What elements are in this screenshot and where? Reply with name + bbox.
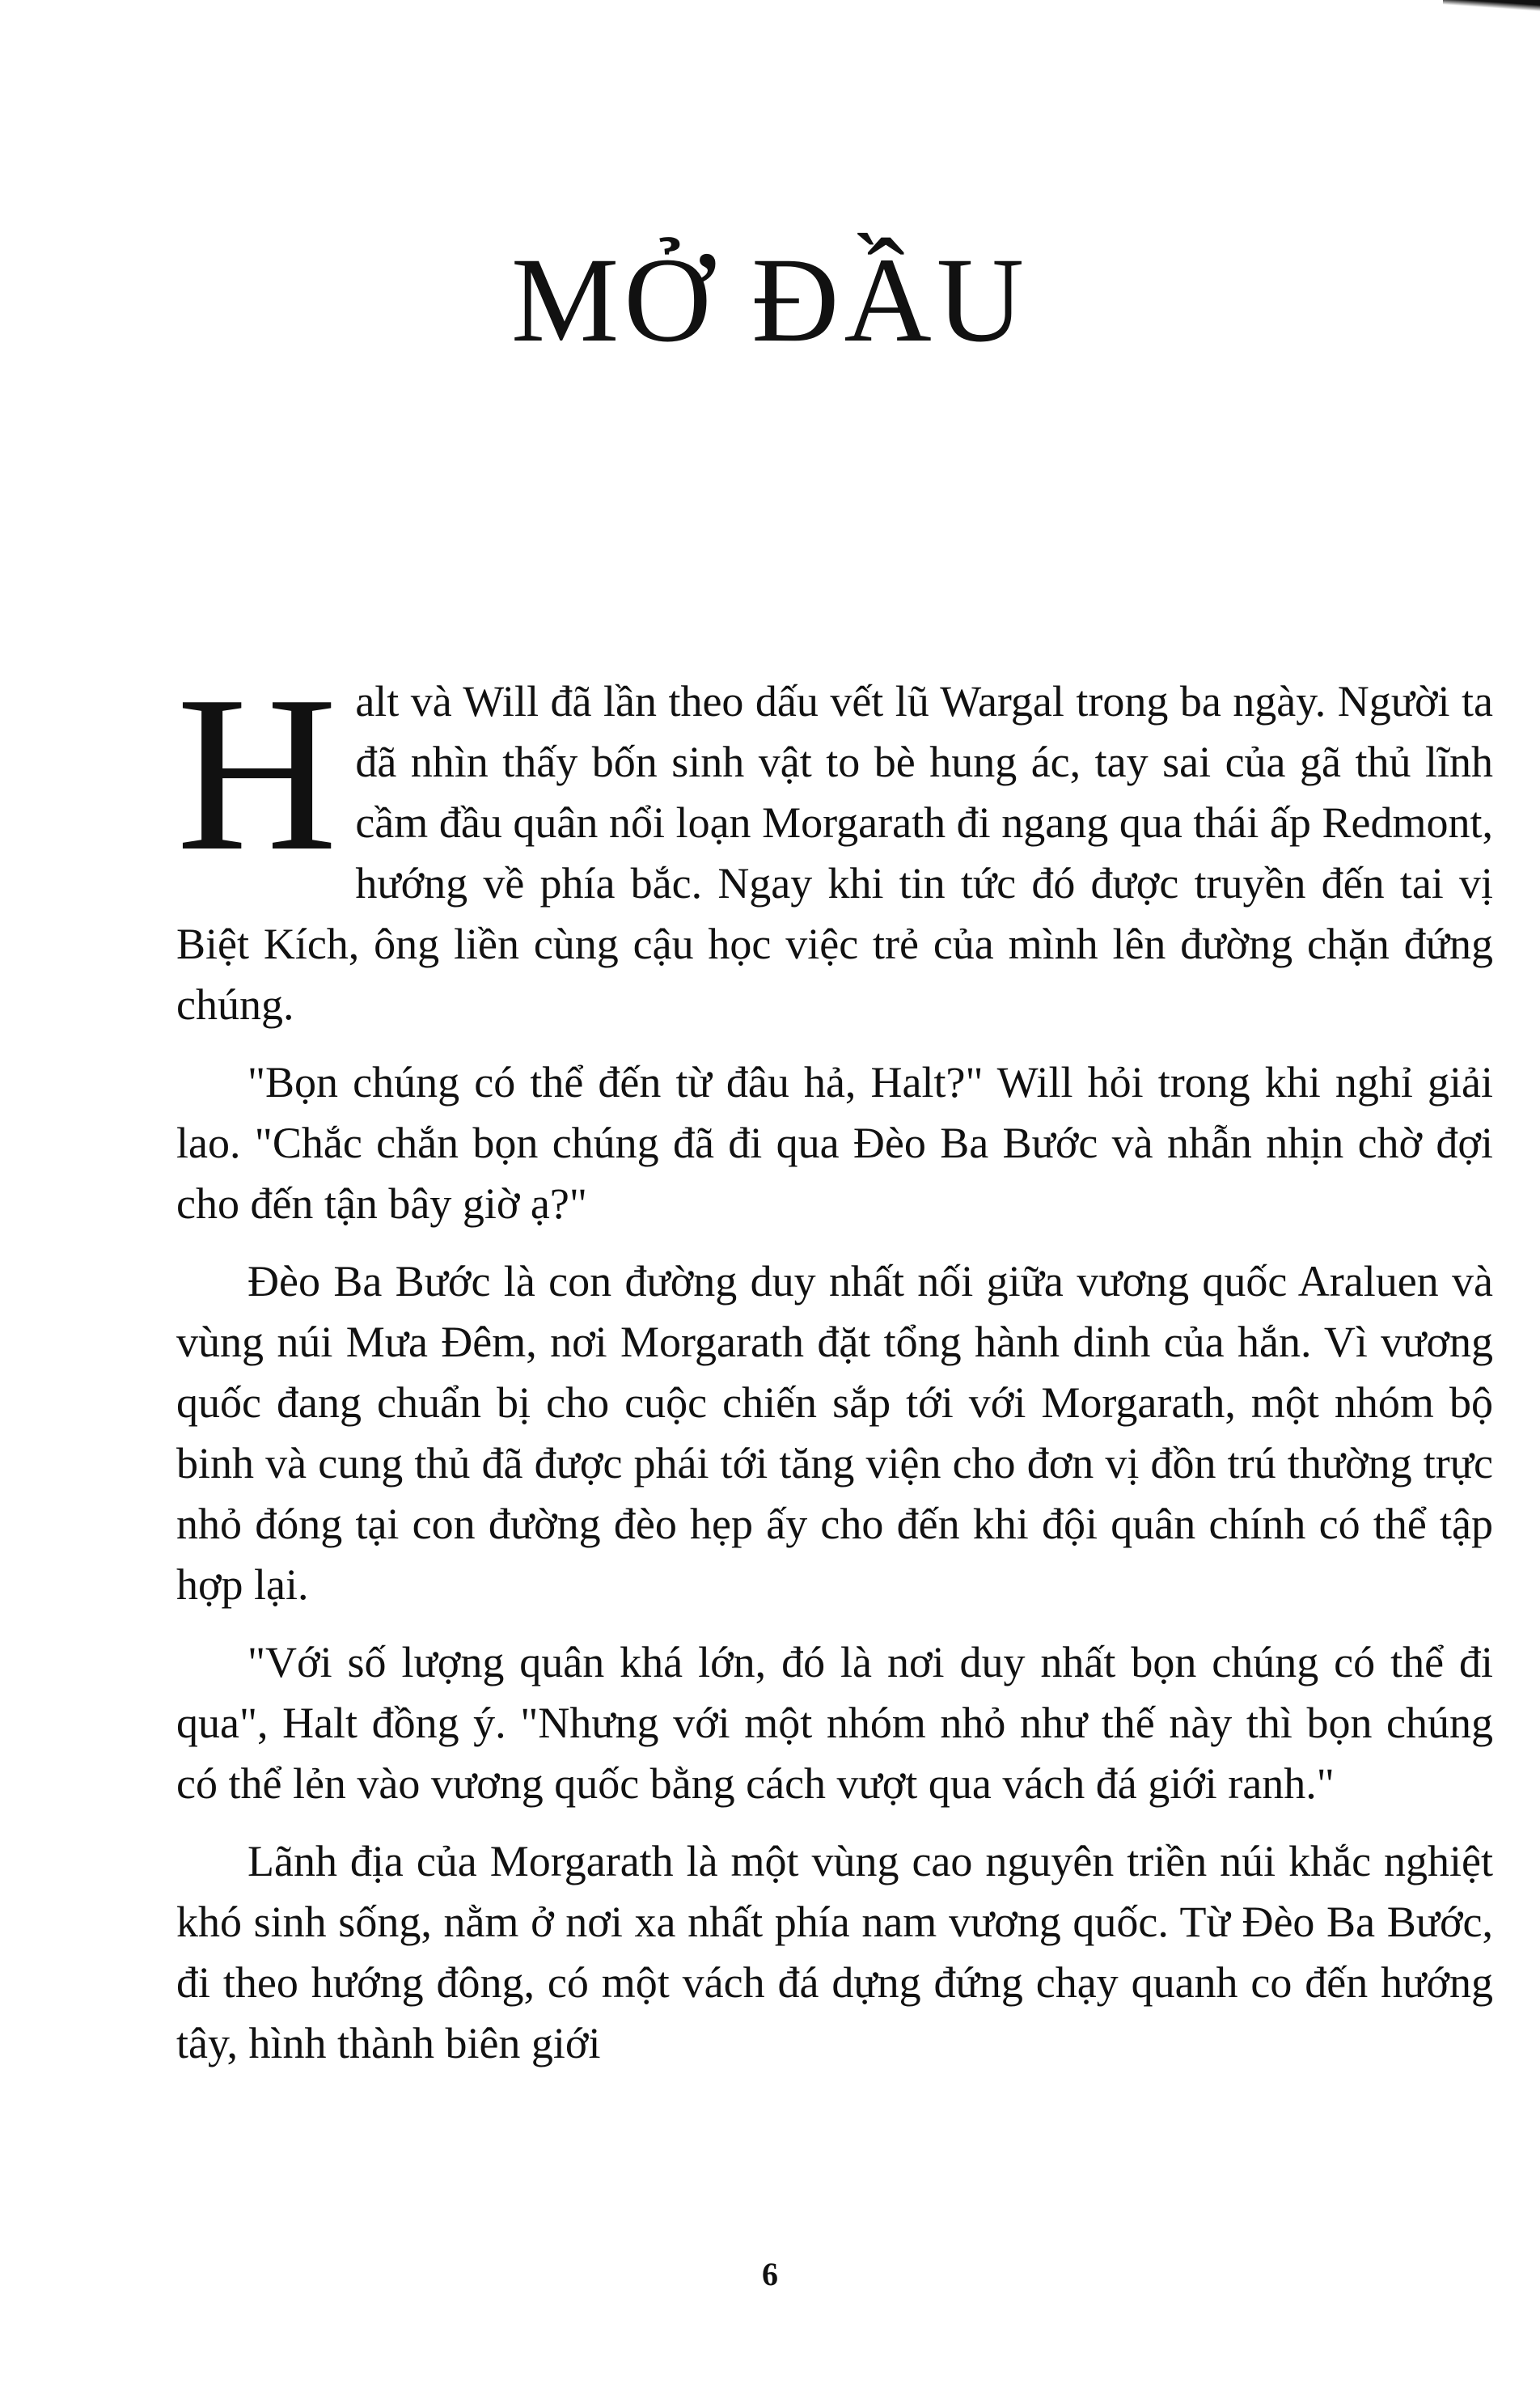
chapter-body (176, 650, 1493, 2091)
page-number: 6 (762, 2256, 778, 2292)
scan-corner-mark (1443, 0, 1540, 11)
chapter-title: MỞ ĐẦU (510, 233, 1030, 367)
paragraph-2: "Bọn chúng có thể đến từ đâu hả, Halt?" Will hỏi trong khi nghỉ giải lao. "Chắc chắn bọn chúng đã đi qua Đèo Ba Bước và nhẫn nhịn chờ đợi cho đến tận bây giờ ạ?" (176, 1058, 1493, 1228)
paragraph-4: "Với số lượng quân khá lớn, đó là nơi duy nhất bọn chúng có thể đi qua", Halt đồng ý. "Nhưng với một nhóm nhỏ như thế này thì bọn chúng có thể lẻn vào vương quốc bằng cách vượt qua vách đá giới ranh." (176, 1638, 1493, 1808)
paragraph-1-text: alt và Will đã lần theo dấu vết lũ Wargal trong ba ngày. Người ta đã nhìn thấy bốn sinh vật to bè hung ác, tay sai của gã thủ lĩnh cầm đầu quân nổi loạn Morgarath đi ngang qua thái ấp Redmont, hướng về phía bắc. Ngay khi tin tức đó được truyền đến tai vị Biệt Kích, ông liền cùng cậu học việc trẻ của mình lên đường chặn đứng chúng. (176, 677, 1493, 1029)
paragraph-1 (176, 650, 1493, 1035)
drop-cap: H (176, 650, 338, 897)
paragraph-3: Đèo Ba Bước là con đường duy nhất nối giữa vương quốc Araluen và vùng núi Mưa Đêm, nơi Morgarath đặt tổng hành dinh của hắn. Vì vương quốc đang chuẩn bị cho cuộc chiến sắp tới với Morgarath, một nhóm bộ binh và cung thủ đã được phái tới tăng viện cho đơn vị đồn trú thường trực nhỏ đóng tại con đường đèo hẹp ấy cho đến khi đội quân chính có thể tập hợp lại. (176, 1257, 1493, 1609)
paragraph-5: Lãnh địa của Morgarath là một vùng cao nguyên triền núi khắc nghiệt khó sinh sống, nằm ở nơi xa nhất phía nam vương quốc. Từ Đèo Ba Bước, đi theo hướng đông, có một vách đá dựng đứng chạy quanh co đến hướng tây, hình thành biên giới (176, 1837, 1493, 2067)
